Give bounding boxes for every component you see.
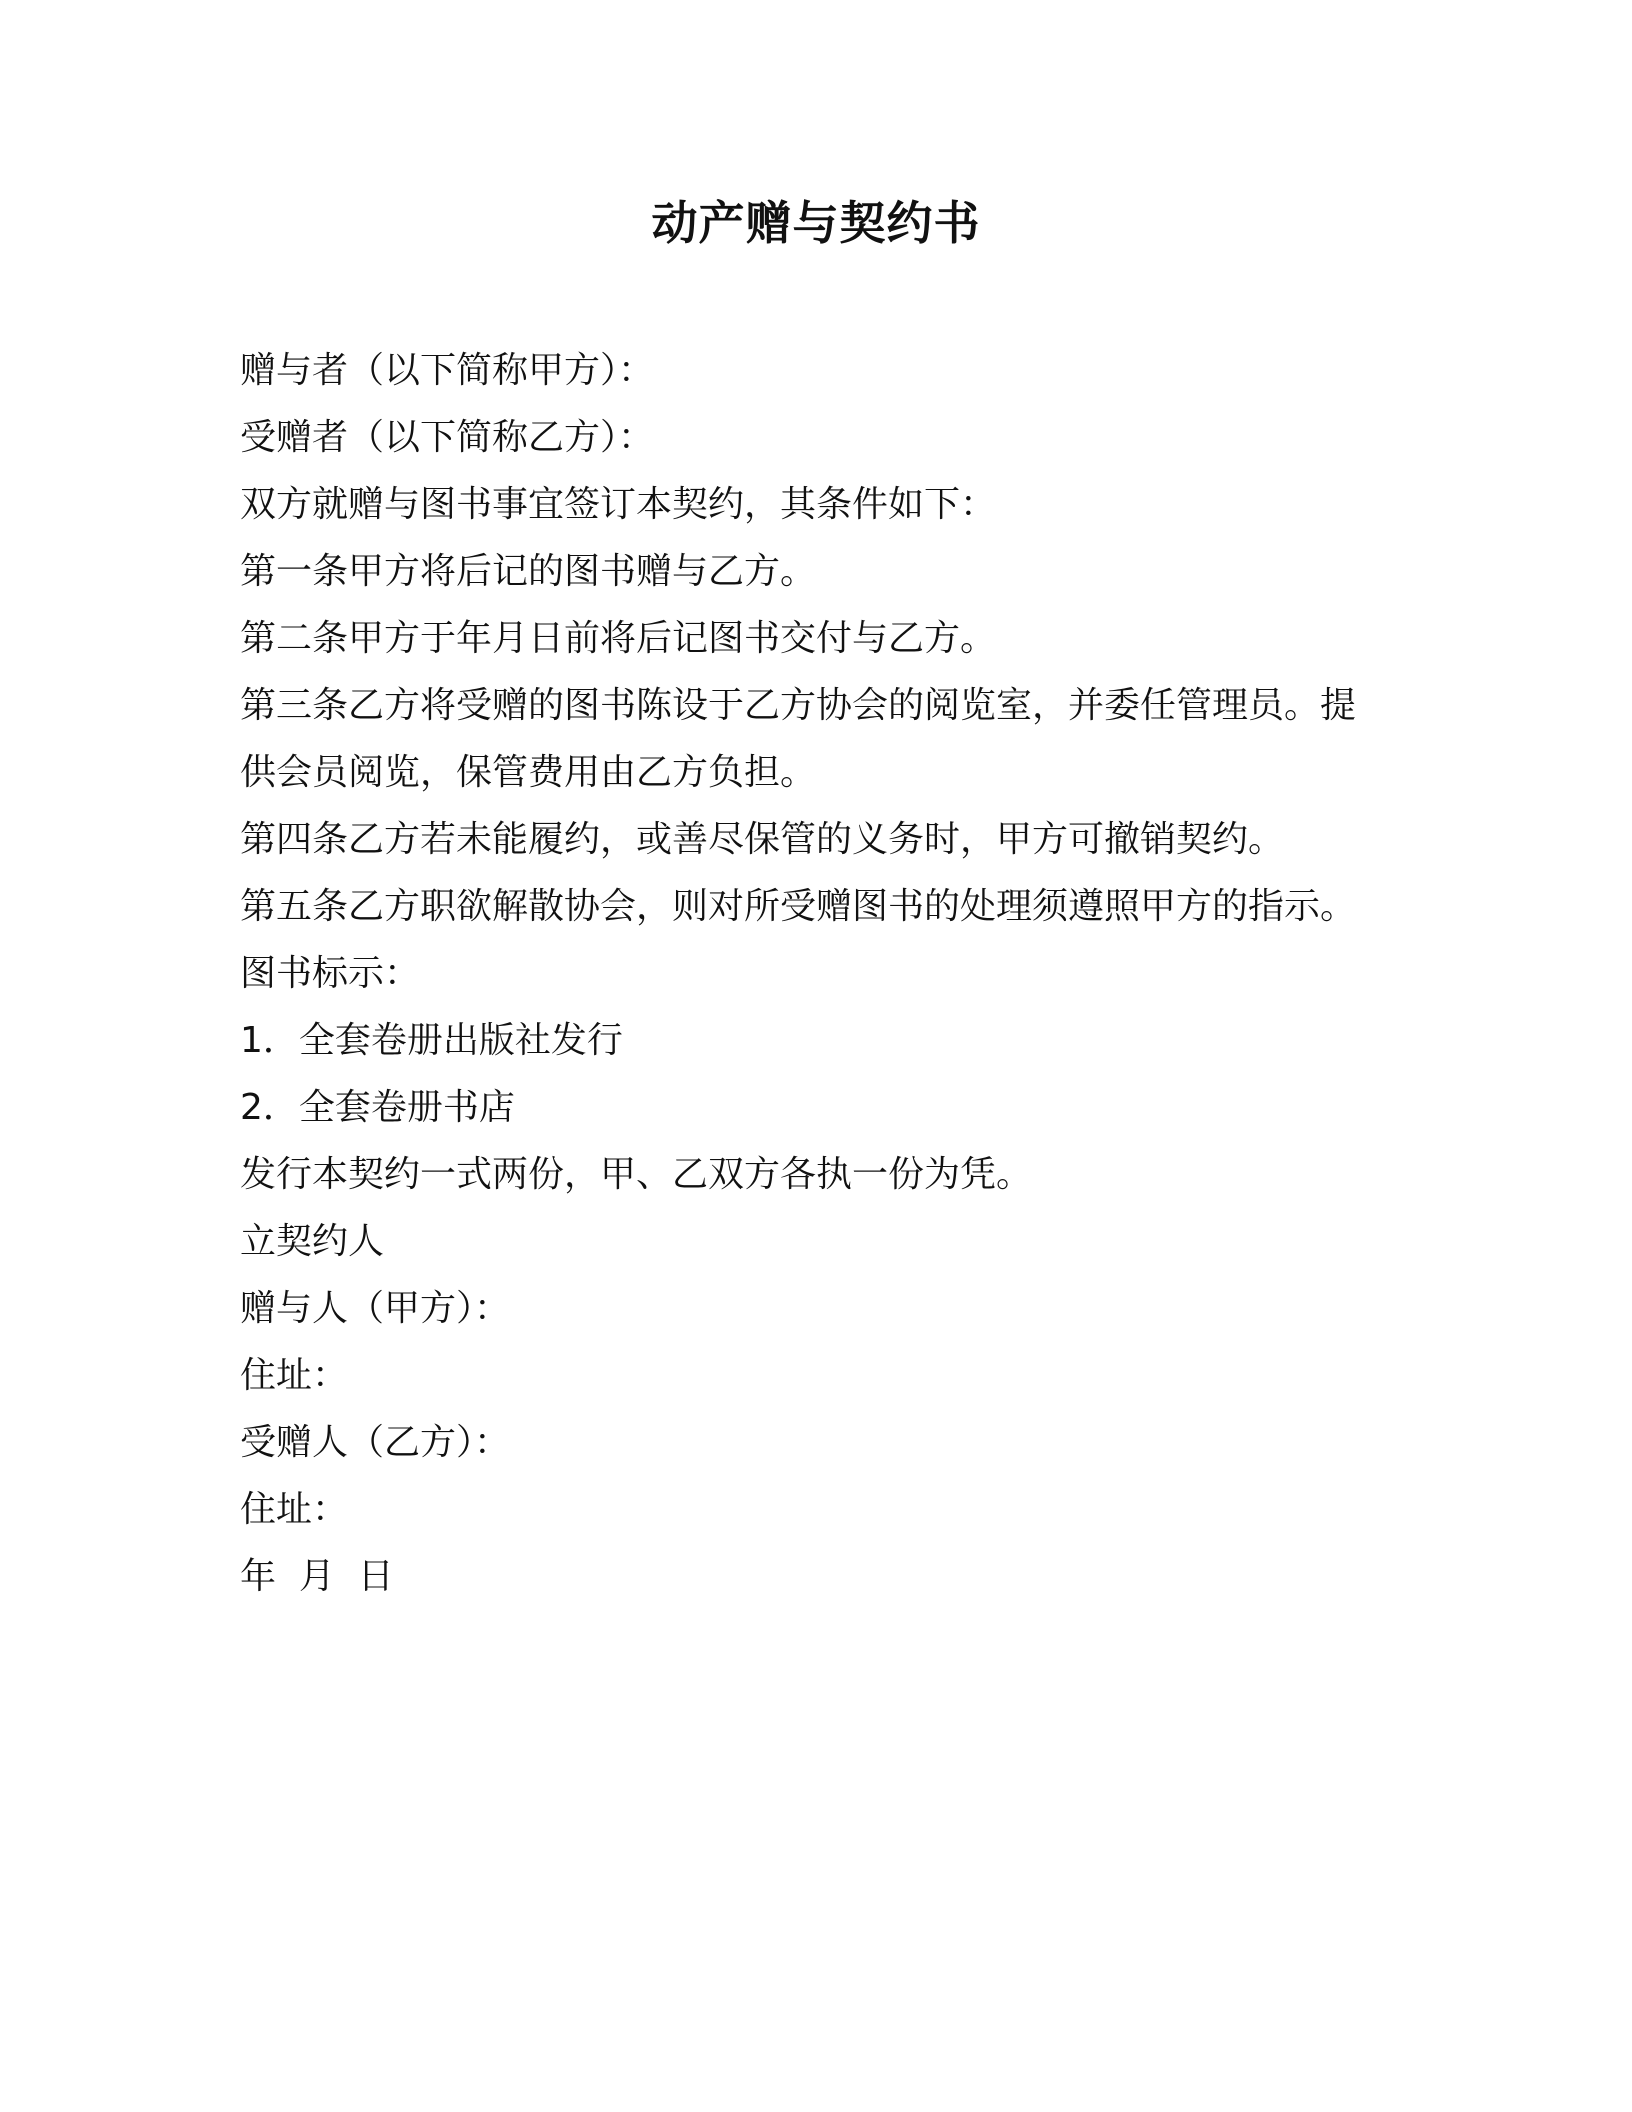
donor-address-line: 住址： <box>240 1355 349 1396</box>
copies-clause: 发行本契约一式两份，甲、乙双方各执一份为凭。 <box>240 1154 1033 1195</box>
article-3-line-1: 第三条乙方将受赠的图书陈设于乙方协会的阅览室，并委任管理员。提 <box>240 685 1357 726</box>
article-5: 第五条乙方职欲解散协会，则对所受赠图书的处理须遵照甲方的指示。 <box>240 886 1357 927</box>
document-body <box>240 337 1400 1610</box>
donor-line: 赠与者（以下简称甲方）： <box>240 350 655 391</box>
book-list-item-1: 1．全套卷册出版社发行 <box>240 1020 623 1061</box>
article-4: 第四条乙方若未能履约，或善尽保管的义务时，甲方可撤销契约。 <box>240 819 1285 860</box>
recipient-address-line: 住址： <box>240 1489 349 1530</box>
article-3-line-2: 供会员阅览，保管费用由乙方负担。 <box>240 752 817 793</box>
donor-signature-line: 赠与人（甲方）： <box>240 1288 511 1329</box>
article-2: 第二条甲方于年月日前将后记图书交付与乙方。 <box>240 618 997 659</box>
recipient-signature-line: 受赠人（乙方）： <box>240 1422 511 1463</box>
document-title: 动产赠与契约书 <box>651 196 981 250</box>
parties-heading: 立契约人 <box>240 1221 385 1262</box>
book-list-heading: 图书标示： <box>240 953 421 994</box>
recipient-line: 受赠者（以下简称乙方）： <box>240 417 655 458</box>
article-1: 第一条甲方将后记的图书赠与乙方。 <box>240 551 817 592</box>
preamble-line: 双方就赠与图书事宜签订本契约，其条件如下： <box>240 484 997 525</box>
book-list-item-2: 2．全套卷册书店 <box>240 1087 515 1128</box>
date-line: 年 月 日 <box>240 1556 394 1597</box>
